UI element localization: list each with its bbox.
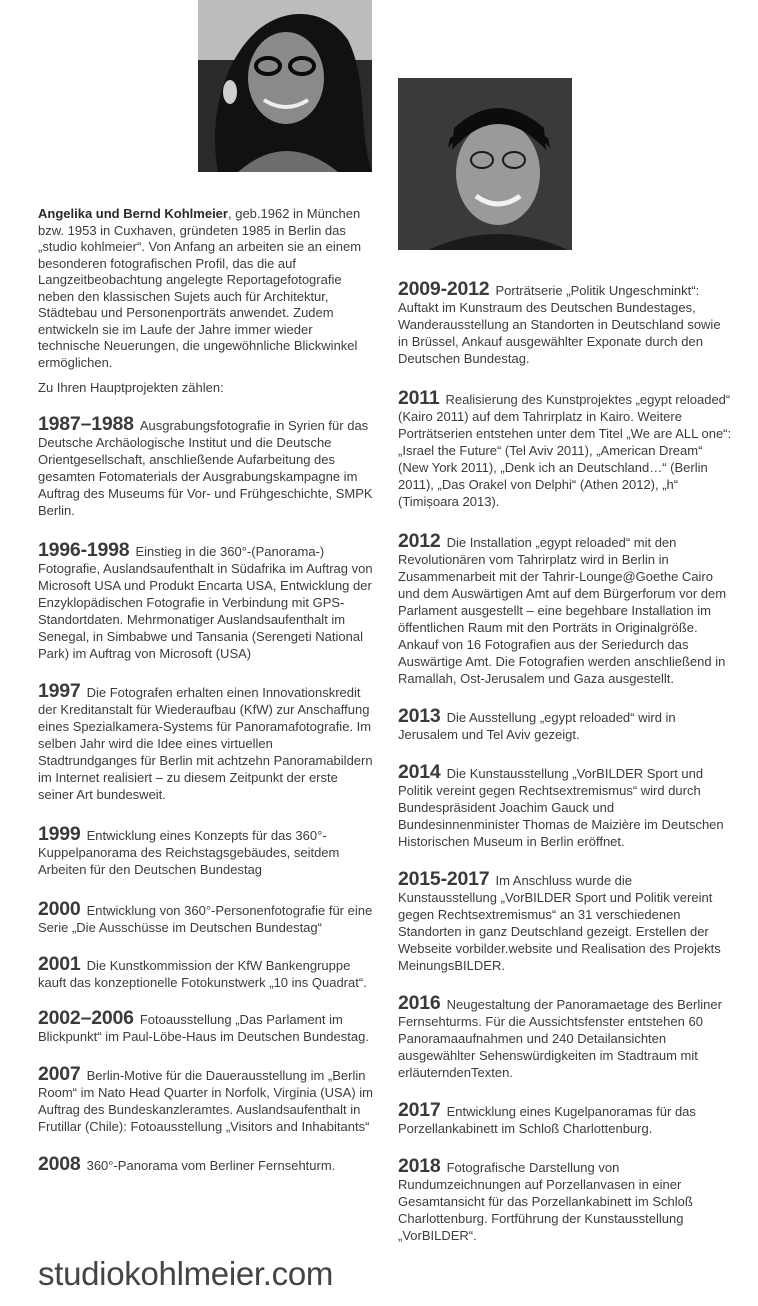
entry-year: 2015-2017 [398, 868, 490, 890]
portrait-bernd [398, 78, 572, 250]
timeline-entry-2018 [398, 1155, 734, 1244]
intro-text: , geb.1962 in München bzw. 1953 in Cuxhaven, gründeten 1985 in Berlin das „studio kohlmeier“. Von Anfang an arbeiten sie an einem besonderen fotografischen Profil, das die auf Langzeitbeobachtung angelegte Reportagefotografie neben den klassischen Sujets auch für Architektur, Städtebau und Personenporträts anwendet. Zudem entwickeln sie im Laufe der Jahre immer wieder technische Neuerungen, die ungewöhnliche Blickwinkel ermöglichen. [38, 206, 362, 370]
entry-text: Die Fotografen erhalten einen Innovationskredit der Kreditanstalt für Wiederaufbau (KfW) zur Anschaffung eines Spezialkamera-Systems für Panoramafotografie. Im selben Jahr wird die Idee eines virtuellen Stadtrundganges für Berlin mit achtzehn Panoramabildern im Internet realisiert – zu diesem Zeitpunkt der erste seiner Art bundesweit. [38, 684, 373, 802]
projects-heading: Zu Ihren Hauptprojekten zählen: [38, 380, 224, 395]
timeline-entry-1999 [38, 822, 374, 878]
entry-year: 2011 [398, 387, 440, 409]
entry-year: 2018 [398, 1155, 441, 1177]
entry-year: 2017 [398, 1099, 441, 1121]
entry-text: Realisierung des Kunstprojektes „egypt reloaded“ (Kairo 2011) auf dem Tahrirplatz in Kairo. Weitere Porträtserien entstehen unter dem Titel „We are ALL one“: „Israel the Future“ (Tel Aviv 2011), „American Dream“ (New York 2011), „Denk ich an Deutschland…“ (Berlin 2011), „Das Orakel von Delphi“ (Athen 2012), „h“ (Timișoara 2013). [398, 392, 732, 509]
entry-year: 2016 [398, 992, 441, 1014]
entry-text: 360°-Panorama vom Berliner Fernsehturm. [86, 1157, 336, 1173]
entry-year: 2013 [398, 705, 441, 727]
entry-text: Berlin-Motive für die Dauerausstellung im „Berlin Room“ im Nato Head Quarter in Norfolk, Virginia (USA) im Auftrag des Bundeskanzleramtes. Auslandsaufenthalt in Frutillar (Chile): Fotoausstellung „Visitors and Inhabitants“ [38, 1067, 373, 1134]
timeline-entry-2001 [38, 952, 374, 991]
intro-names: Angelika und Bernd Kohlmeier [38, 206, 228, 221]
timeline-entry-1987 [38, 412, 374, 519]
entry-text: Porträtserie „Politik Ungeschminkt“: Auftakt im Kunstraum des Deutschen Bundestages, Wanderausstellung an Standorten in Deutschland sowie in Brüssel, Ankauf ausgewählter Exponate durch den Deutschen Bundestag. [398, 283, 721, 366]
entry-text: Die Kunstkommission der KfW Bankengruppe kauft das konzeptionelle Fotokunstwerk „10 ins Quadrat“. [38, 957, 367, 990]
timeline-entry-1996 [38, 538, 374, 662]
right-column [398, 278, 734, 1244]
entry-year: 1996-1998 [38, 538, 130, 561]
entry-year: 2001 [38, 952, 81, 975]
timeline-entry-2011 [398, 387, 734, 510]
website-footer: studiokohlmeier.com [38, 1255, 334, 1292]
timeline-entry-2012 [398, 530, 734, 687]
timeline-entry-2013 [398, 705, 734, 743]
entry-year: 2007 [38, 1062, 81, 1085]
entry-text: Entwicklung eines Konzepts für das 360°-Kuppelpanorama des Reichstagsgebäudes, seitdem Arbeiten für den Deutschen Bundestag [38, 827, 340, 877]
timeline-entry-2016 [398, 992, 734, 1081]
portrait-bernd-image [398, 78, 572, 250]
timeline-entry-2008 [38, 1152, 374, 1175]
entry-text: Die Installation „egypt reloaded“ mit den Revolutionären vom Tahrirplatz wird in Berlin in Zusammenarbeit mit der Tahrir-Lounge@Goethe Cairo und dem Auswärtigen Amt auf dem Bürgerforum vor dem Parlament ausgestellt – eine begehbare Installation im öffentlichen Raum mit den Porträts in Originalgröße. Ankauf von 16 Fotografien aus der Seriedurch das Auswärtige Amt. Die Fotografien werden anschließend in Ramallah, Ost-Jerusalem und Gaza ausgestellt. [398, 535, 727, 686]
entry-text: Fotografische Darstellung von Rundumzeichnungen auf Porzellanvasen in einer Gesamtansicht für das Porzellankabinett im Schloß Charlottenburg. Fortführung der Kunstausstellung „VorBILDER“. [398, 1160, 693, 1243]
entry-year: 1999 [38, 822, 81, 845]
timeline-entry-2017 [398, 1099, 734, 1137]
portrait-angelika [198, 0, 372, 172]
entry-year: 2002–2006 [38, 1006, 134, 1029]
entry-year: 1987–1988 [38, 412, 134, 435]
entry-year: 2009-2012 [398, 278, 490, 300]
entry-text: Im Anschluss wurde die Kunstausstellung „VorBILDER Sport und Politik vereint gegen Rechtsextremismus“ an 31 verschiedenen Standorten in ganz Deutschland gezeigt. Erstellen der Webseite vorbilder.website und Realisation des Projekts MeinungsBILDER. [398, 873, 721, 973]
timeline-entry-2014 [398, 761, 734, 850]
entry-text: Die Ausstellung „egypt reloaded“ wird in Jerusalem und Tel Aviv gezeigt. [398, 710, 676, 742]
entry-year: 2000 [38, 897, 81, 920]
timeline-entry-2000 [38, 897, 374, 936]
portrait-angelika-image [198, 0, 372, 172]
intro-paragraph [38, 206, 374, 371]
entry-text: Ausgrabungsfotografie in Syrien für das Deutsche Archäologische Institut und die Deutsche Orientgesellschaft, anschließende Aufarbeitung des gesamten Fotomaterials der Ausgrabungskampagne im Auftrag des Museums für Vor- und Frühgeschichte, SMPK Berlin. [38, 417, 373, 518]
timeline-entry-2002 [38, 1006, 374, 1045]
timeline-entry-2007 [38, 1062, 374, 1135]
entry-text: Die Kunstausstellung „VorBILDER Sport und Politik vereint gegen Rechtsextremismus“ wird durch Bundespräsident Joachim Gauck und Bundesinnenminister Thomas de Maizière im Deutschen Historischen Museum in Berlin eröffnet. [398, 766, 724, 849]
entry-text: Einstieg in die 360°-(Panorama-) Fotografie, Auslandsaufenthalt in Südafrika im Auftrag von Microsoft USA und Produkt Encarta USA, Entwicklung der Enzyklopädischen Fotografie in Verbindung mit GPS-Standortdaten. Mehrmonatiger Auslandsaufenthalt im Senegal, in Simbabwe und Tansania (Serengeti National Park) im Auftrag von Microsoft (USA) [38, 543, 373, 661]
left-column [38, 206, 374, 1174]
entry-year: 1997 [38, 679, 81, 702]
timeline-entry-2009 [398, 278, 734, 367]
timeline-entry-1997 [38, 679, 374, 803]
timeline-entry-2015 [398, 868, 734, 974]
entry-text: Entwicklung von 360°-Personenfotografie für eine Serie „Die Ausschüsse im Deutschen Bundestag“ [38, 902, 373, 935]
entry-text: Entwicklung eines Kugelpanoramas für das Porzellankabinett im Schloß Charlottenburg. [398, 1104, 696, 1136]
entry-text: Fotoausstellung „Das Parlament im Blickpunkt“ im Paul-Löbe-Haus im Deutschen Bundestag. [38, 1011, 369, 1044]
entry-year: 2008 [38, 1152, 81, 1175]
entry-year: 2014 [398, 761, 441, 783]
entry-text: Neugestaltung der Panoramaetage des Berliner Fernsehturms. Für die Aussichtsfenster entstehen 60 Panoramaaufnahmen und 240 Detailansichten ausgewählter Sehenswürdigkeiten im Stadtraum mit erläuterndenTexten. [398, 997, 722, 1080]
entry-year: 2012 [398, 530, 441, 552]
